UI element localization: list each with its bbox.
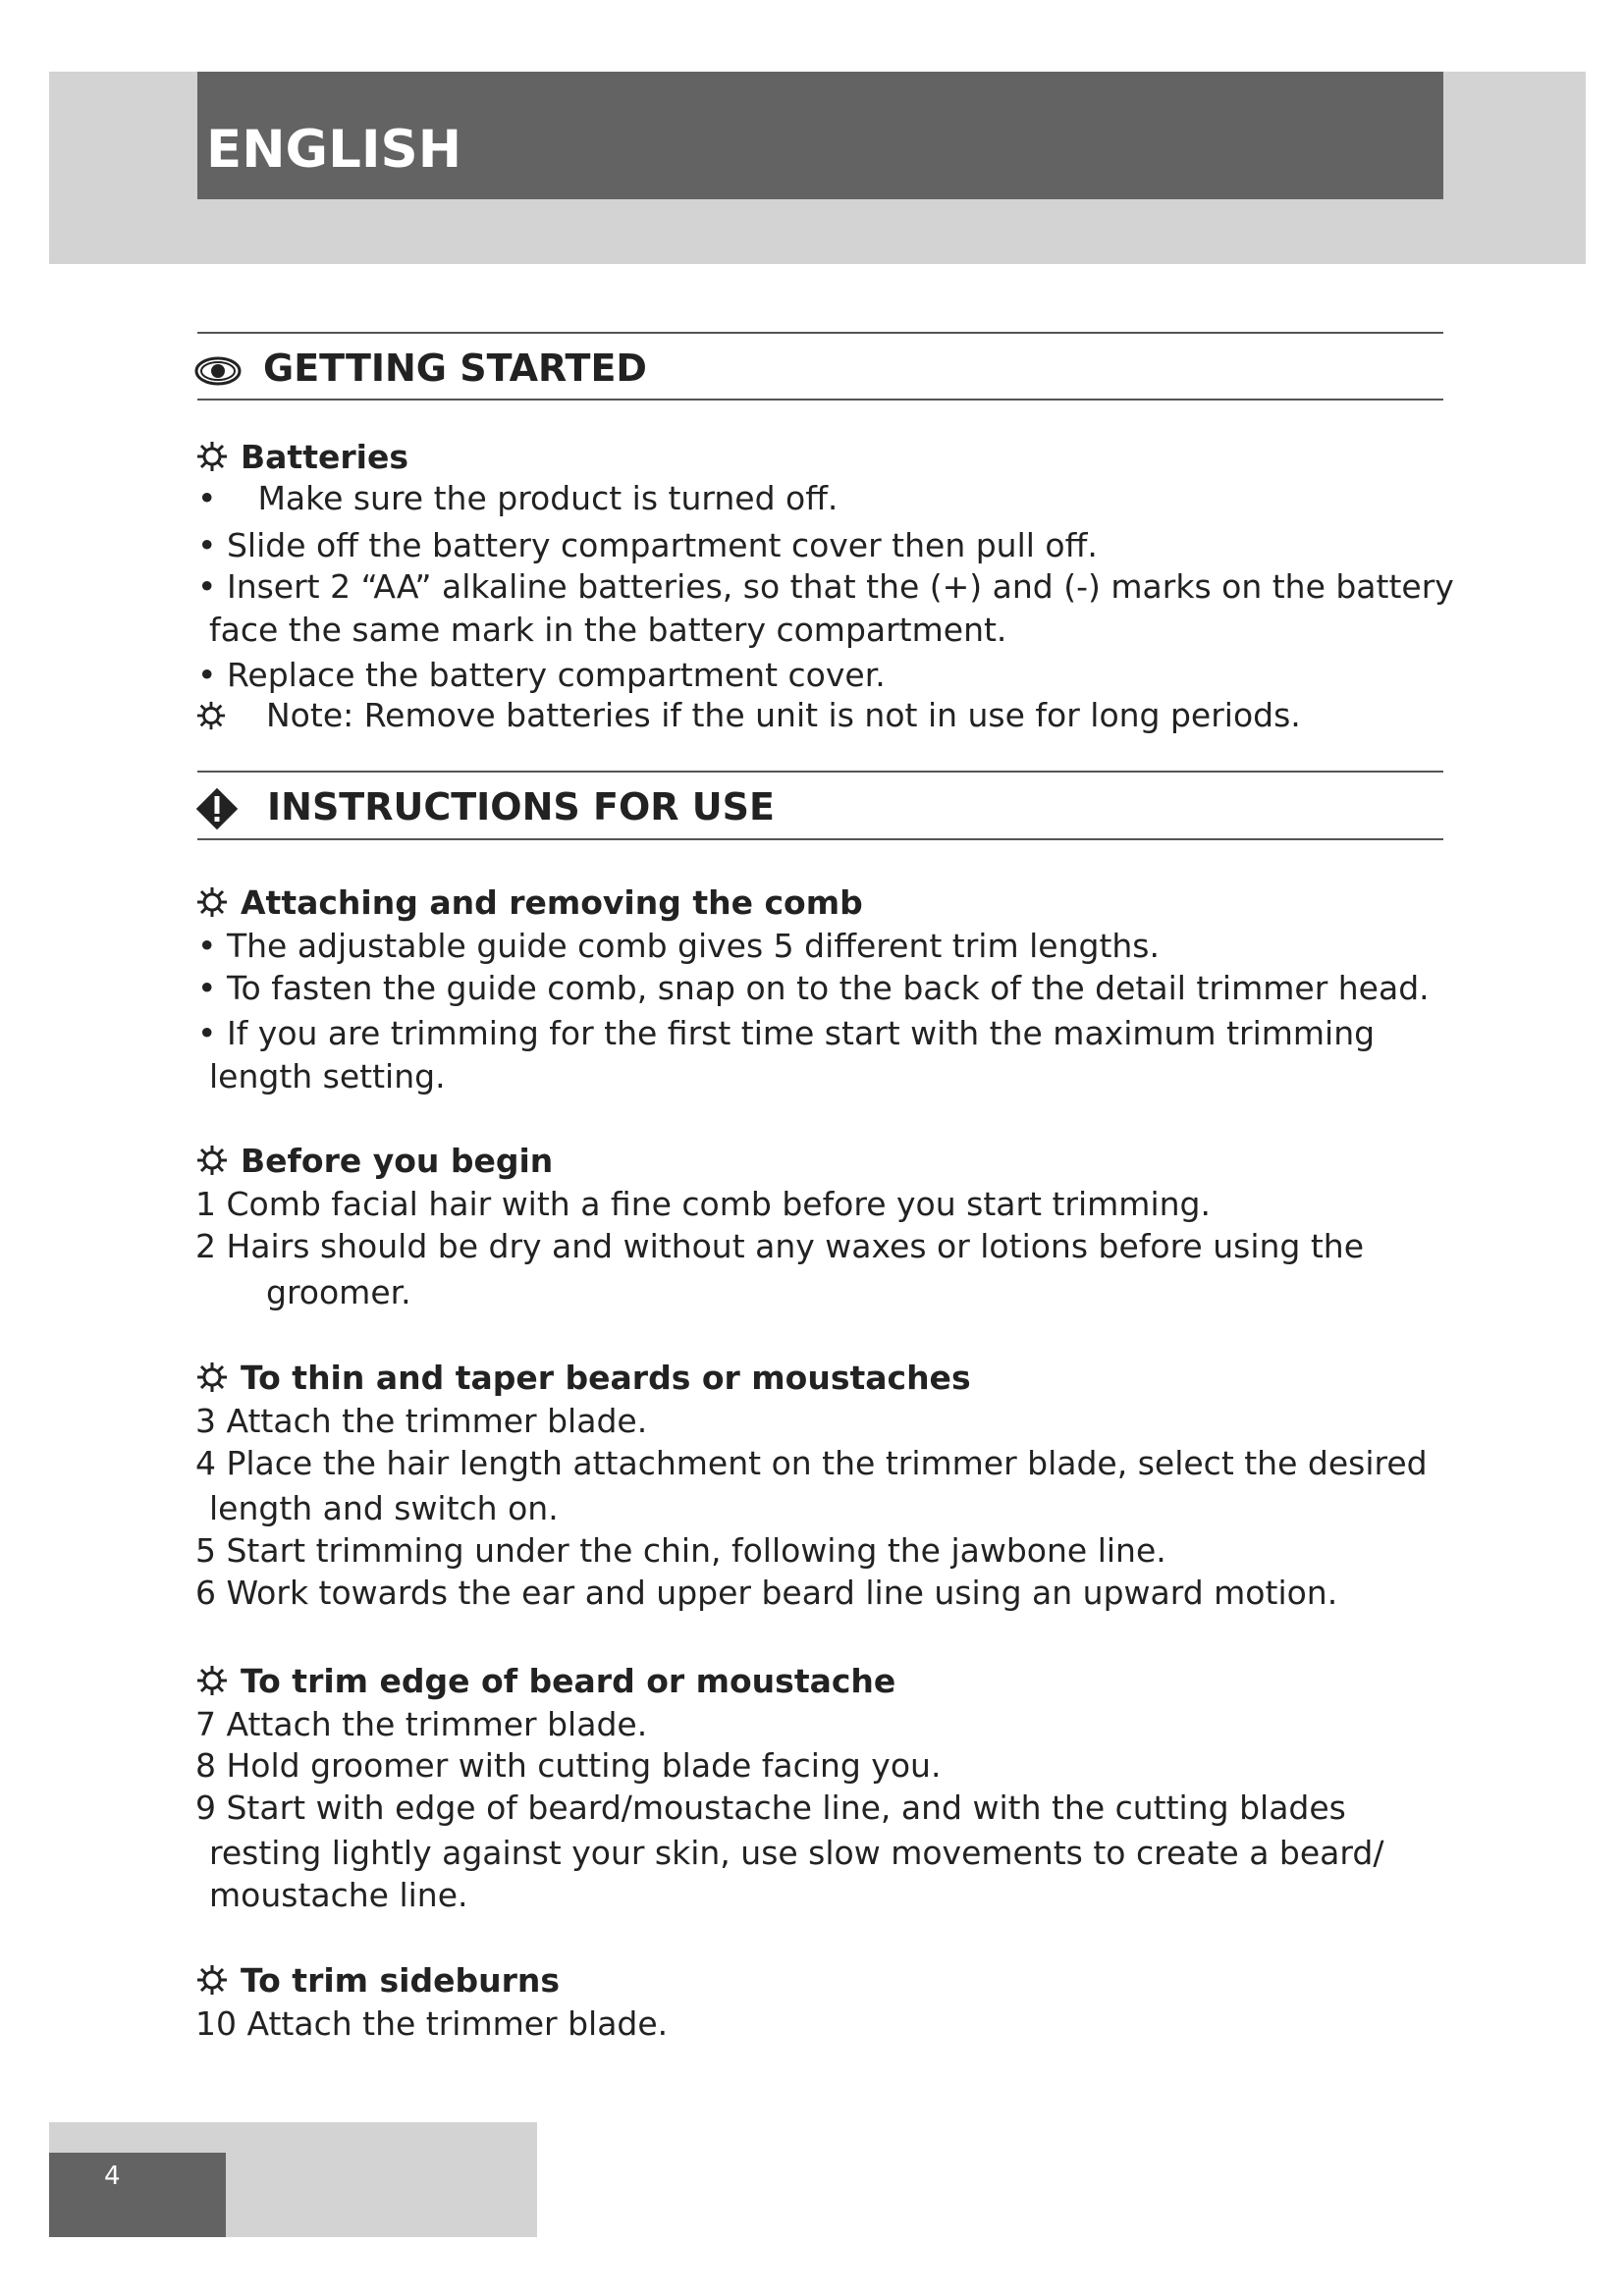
eye-icon — [193, 352, 243, 390]
section-rule-bottom — [197, 838, 1443, 840]
subheading-text: Attaching and removing the comb — [241, 883, 863, 922]
list-item: 9 Start with edge of beard/moustache line, and with the cutting blades — [195, 1789, 1346, 1827]
list-item: 5 Start trimming under the chin, following the jawbone line. — [195, 1531, 1166, 1570]
list-item-continuation: length and switch on. — [209, 1489, 559, 1527]
list-item-text: Slide off the battery compartment cover then pull off. — [226, 526, 1098, 564]
subheading-text: To thin and taper beards or moustaches — [241, 1359, 971, 1397]
list-item-text: Insert 2 “AA” alkaline batteries, so that the (+) and (-) marks on the battery — [226, 567, 1454, 606]
note-line — [195, 696, 1301, 734]
subheading-comb — [195, 883, 863, 922]
subheading-text: To trim edge of beard or moustache — [241, 1662, 896, 1700]
list-item: 8 Hold groomer with cutting blade facing you. — [195, 1746, 942, 1785]
language-title: ENGLISH — [206, 120, 462, 180]
list-item: 1 Comb facial hair with a fine comb before you start trimming. — [195, 1185, 1211, 1223]
list-item: 2 Hairs should be dry and without any waxes or lotions before using the — [195, 1227, 1364, 1265]
subheading-edge — [195, 1662, 895, 1700]
list-item-text: Make sure the product is turned off. — [257, 479, 839, 517]
star-bullet-icon — [195, 885, 229, 919]
star-bullet-icon — [195, 1361, 229, 1394]
list-item: • To fasten the guide comb, snap on to the back of the detail trimmer head. — [197, 969, 1430, 1007]
list-item: 3 Attach the trimmer blade. — [195, 1402, 648, 1440]
footer-page-tab — [49, 2153, 226, 2237]
section-title-instructions: INSTRUCTIONS FOR USE — [267, 785, 775, 828]
list-item-continuation: length setting. — [209, 1057, 446, 1095]
subheading-text: Batteries — [241, 438, 408, 476]
star-bullet-icon — [195, 700, 227, 731]
list-item-continuation: groomer. — [266, 1273, 411, 1311]
list-item-continuation: resting lightly against your skin, use slow movements to create a beard/ — [209, 1834, 1384, 1872]
list-item: 10 Attach the trimmer blade. — [195, 2004, 669, 2043]
section-rule-top — [197, 332, 1443, 334]
page-number: 4 — [104, 2162, 121, 2191]
list-item-text: The adjustable guide comb gives 5 different trim lengths. — [226, 927, 1160, 965]
list-item: • Slide off the battery compartment cover then pull off. — [197, 526, 1098, 564]
list-item: 7 Attach the trimmer blade. — [195, 1705, 648, 1743]
list-item: • Replace the battery compartment cover. — [197, 656, 886, 694]
list-item: 4 Place the hair length attachment on the trimmer blade, select the desired — [195, 1444, 1428, 1482]
list-item-text: Replace the battery compartment cover. — [226, 656, 886, 694]
subheading-begin — [195, 1142, 553, 1180]
subheading-text: To trim sideburns — [241, 1961, 561, 2000]
list-item-text: If you are trimming for the first time start with the maximum trimming — [226, 1014, 1376, 1052]
subheading-sideburns — [195, 1961, 560, 2000]
section-title-getting-started: GETTING STARTED — [263, 347, 647, 390]
subheading-thin — [195, 1359, 971, 1397]
star-bullet-icon — [195, 1664, 229, 1697]
list-item: • Make sure the product is turned off. — [197, 479, 839, 517]
subheading-text: Before you begin — [241, 1142, 554, 1180]
list-item-continuation: face the same mark in the battery compartment. — [209, 611, 1007, 649]
warning-icon — [193, 785, 241, 832]
list-item: 6 Work towards the ear and upper beard line using an upward motion. — [195, 1574, 1338, 1612]
subheading-batteries — [195, 438, 408, 476]
section-rule-bottom — [197, 399, 1443, 400]
list-item-continuation: moustache line. — [209, 1876, 468, 1914]
star-bullet-icon — [195, 1144, 229, 1177]
note-text: Note: Remove batteries if the unit is not in use for long periods. — [266, 696, 1301, 734]
list-item: • The adjustable guide comb gives 5 different trim lengths. — [197, 927, 1160, 965]
section-rule-top — [197, 771, 1443, 773]
list-item: • If you are trimming for the first time start with the maximum trimming — [197, 1014, 1376, 1052]
list-item: • Insert 2 “AA” alkaline batteries, so that the (+) and (-) marks on the battery — [197, 567, 1454, 606]
list-item-text: To fasten the guide comb, snap on to the back of the detail trimmer head. — [226, 969, 1430, 1007]
star-bullet-icon — [195, 440, 229, 473]
star-bullet-icon — [195, 1963, 229, 1997]
